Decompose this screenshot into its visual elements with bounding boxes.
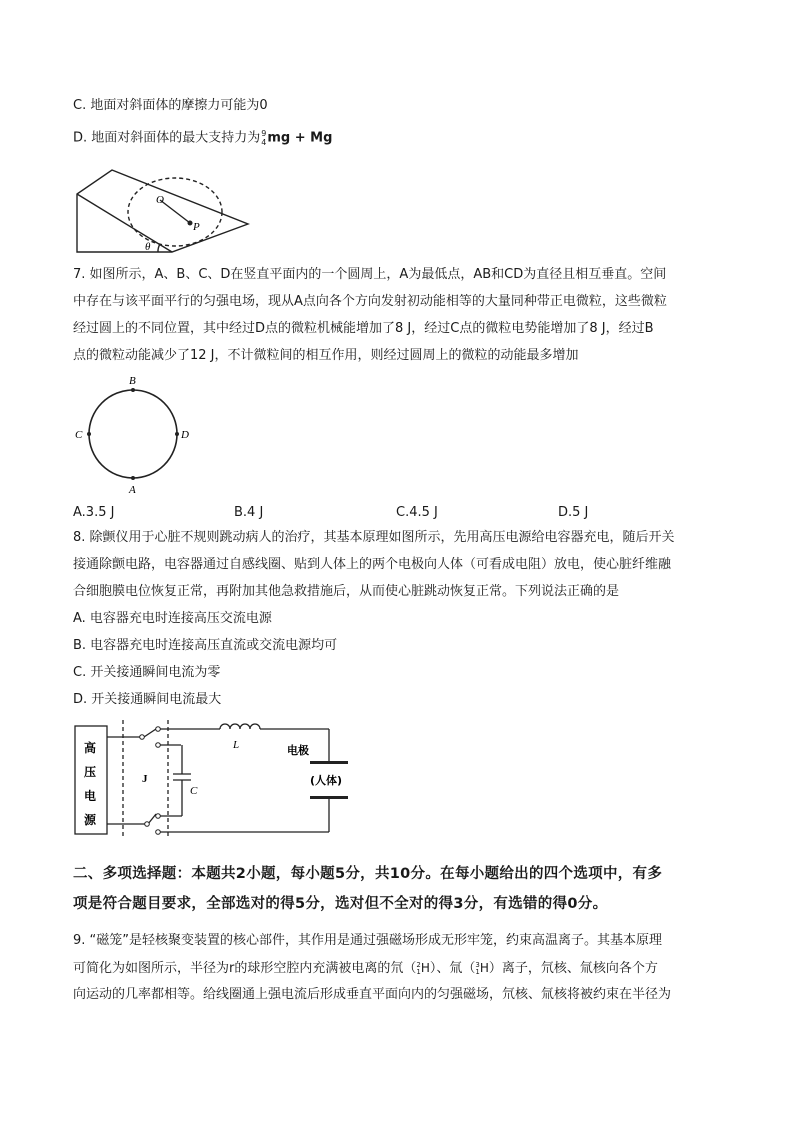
q7-option-d: D.5 J xyxy=(558,505,589,520)
section2-heading-line1: 二、多项选择题：本题共2小题，每小题5分，共10分。在每小题给出的四个选项中，有多 xyxy=(73,866,663,882)
point-p xyxy=(188,221,193,226)
section2-heading-line2: 项是符合题目要求，全部选对的得5分，选对但不全对的得3分，有选错的得0分。 xyxy=(73,896,608,912)
label-body: (人体) xyxy=(310,774,343,787)
q8-option-b: B. 电容器充电时连接高压直流或交流电源均可 xyxy=(73,638,338,653)
tritium-symbol xyxy=(475,961,489,975)
q7-stem-line4: 点的微粒动能减少了12 J，不计微粒间的相互作用，则经过圆周上的微粒的动能最多增加 xyxy=(73,348,579,363)
tritium-number: 1 xyxy=(475,967,480,976)
q9-stem-line2 xyxy=(73,960,658,977)
label-p: P xyxy=(193,221,200,233)
q8-stem-line3: 合细胞膜电位恢复正常，再附加其他急救措施后，从而使心脏跳动恢复正常。下列说法正确的是 xyxy=(73,584,620,599)
point-a xyxy=(131,476,135,480)
electrode-top xyxy=(310,761,348,764)
frac-denominator: 4 xyxy=(261,138,267,147)
tritium-mass: 3 xyxy=(475,960,480,969)
q9-line2-part-a: 可简化为如图所示，半径为r的球形空腔内充满被电离的氘（ xyxy=(73,961,417,976)
fraction-9-4 xyxy=(261,129,266,147)
q7-option-a: A.3.5 J xyxy=(73,505,115,520)
defibrillator-circuit xyxy=(72,718,362,838)
point-d xyxy=(175,432,179,436)
q7-stem-line2: 中存在与该平面平行的匀强电场，现从A点向各个方向发射初动能相等的大量同种带正电微粒，这些微粒 xyxy=(73,294,667,309)
q6-option-c: C. 地面对斜面体的摩擦力可能为0 xyxy=(73,98,268,113)
label-c: C xyxy=(75,429,83,441)
label-a: A xyxy=(129,484,136,496)
label-d: D xyxy=(181,429,189,441)
q9-stem-line3: 向运动的几率都相等。给线圈通上强电流后形成垂直平面向内的匀强磁场，氘核、氚核将被约束在半径为 xyxy=(73,987,672,1002)
q7-stem-line3: 经过圆上的不同位置，其中经过D点的微粒机械能增加了8 J，经过C点的微粒电势能增加了8 J，经过B xyxy=(73,321,654,336)
circle-figure xyxy=(72,372,202,502)
q8-stem-line2: 接通除颤电路，电容器通过自感线圈、贴到人体上的两个电极向人体（可看成电阻）放电，使心脏纤维融 xyxy=(73,557,672,572)
q8-stem-line1: 8. 除颤仪用于心脏不规则跳动病人的治疗，其基本原理如图所示，先用高压电源给电容器充电，随后开关 xyxy=(73,530,675,545)
deuterium-mass: 2 xyxy=(416,960,421,969)
electrode-bottom xyxy=(310,796,348,799)
q9-stem-line1: 9. “磁笼”是轻核聚变装置的核心部件，其作用是通过强磁场形成无形牢笼，约束高温离子。其基本原理 xyxy=(73,933,663,948)
source-char-2: 压 xyxy=(84,765,97,779)
label-theta: θ xyxy=(145,241,151,253)
q8-option-a: A. 电容器充电时连接高压交流电源 xyxy=(73,611,272,626)
source-char-1: 高 xyxy=(84,741,97,755)
q9-line2-part-c: ）离子，氘核、氚核向各个方 xyxy=(488,961,658,976)
deuterium-number: 1 xyxy=(416,967,421,976)
incline-figure xyxy=(72,166,252,256)
tritium-letter: H xyxy=(479,961,489,975)
label-c-cap: C xyxy=(190,785,198,797)
point-c xyxy=(87,432,91,436)
label-j: J xyxy=(142,773,148,785)
frac-numerator: 9 xyxy=(261,129,267,138)
point-b xyxy=(131,388,135,392)
q7-option-b: B.4 J xyxy=(234,505,264,520)
source-char-4: 源 xyxy=(84,813,97,827)
source-char-3: 电 xyxy=(84,789,97,803)
label-l: L xyxy=(233,739,240,751)
q7-option-c: C.4.5 J xyxy=(396,505,438,520)
q7-stem-line1: 7. 如图所示，A、B、C、D在竖直平面内的一个圆周上，A为最低点，AB和CD为直径且相互垂直。空间 xyxy=(73,267,667,282)
q6-option-d-suffix: mg + Mg xyxy=(267,130,333,146)
q6-option-d-prefix: D. 地面对斜面体的最大支持力为 xyxy=(73,130,261,146)
label-o: O xyxy=(156,194,164,206)
label-electrode: 电极 xyxy=(287,744,309,757)
q8-option-d: D. 开关接通瞬间电流最大 xyxy=(73,692,222,707)
q8-option-c: C. 开关接通瞬间电流为零 xyxy=(73,665,221,680)
label-b: B xyxy=(129,375,136,387)
q6-option-d xyxy=(73,129,332,147)
q9-line2-part-b: ）、氚（ xyxy=(429,961,476,976)
deuterium-letter: H xyxy=(420,961,430,975)
deuterium-symbol xyxy=(416,961,430,975)
